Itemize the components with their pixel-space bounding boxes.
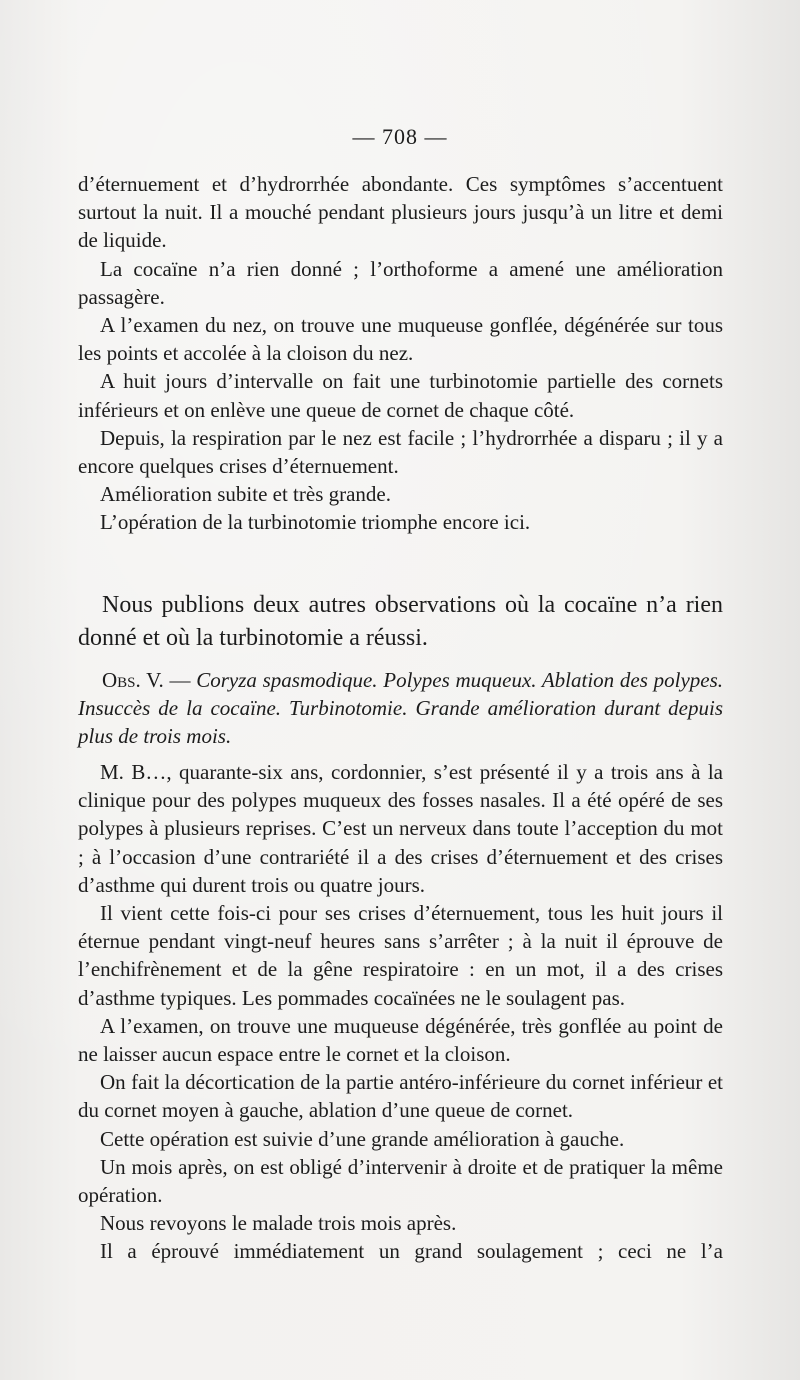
observation-title: Coryza spasmodique. Polypes muqueux. Ablation des polypes. Insuccès de la cocaïne. Turbinotomie. Grande amélioration durant depuis plus de trois mois.: [78, 668, 724, 749]
paragraph: Cette opération est suivie d’une grande amélioration à gauche.: [100, 1126, 625, 1151]
case-continuation: [78, 170, 723, 537]
observation-label: Obs. V.: [102, 668, 164, 692]
paragraph: A huit jours d’intervalle on fait une turbinotomie partielle des cornets inférieurs et on enlève une queue de cornet de chaque côté.: [78, 369, 723, 422]
paragraph: Il vient cette fois-ci pour ses crises d’éternuement, tous les huit jours il éternue pendant vingt-neuf heures sans s’arrêter ; à la nuit il éprouve de l’enchifrènement et de la gêne respiratoire : en un mot, il a des crises d’asthme typiques. Les pommades cocaïnées ne le soulagent pas.: [78, 901, 723, 1010]
paragraph: Nous revoyons le malade trois mois après.: [100, 1211, 457, 1236]
paragraph: Il a éprouvé immédiatement un grand soulagement ; ceci ne l’a: [100, 1239, 723, 1264]
paragraph: La cocaïne n’a rien donné ; l’orthoforme a amené une amélioration passagère.: [78, 256, 723, 309]
observation-dash: —: [163, 668, 197, 692]
paragraph: L’opération de la turbinotomie triomphe encore ici.: [100, 510, 531, 535]
observation-title-paragraph: [78, 666, 723, 751]
paragraph: On fait la décortication de la partie antéro-inférieure du cornet inférieur et du cornet moyen à gauche, ablation d’une queue de cornet.: [78, 1070, 723, 1123]
paragraph: Amélioration subite et très grande.: [100, 482, 391, 507]
paragraph: A l’examen, on trouve une muqueuse dégénérée, très gonflée au point de ne laisser aucun espace entre le cornet et la cloison.: [78, 1013, 723, 1067]
paragraph: Depuis, la respiration par le nez est facile ; l’hydrorrhée a disparu ; il y a encore quelques crises d’éternuement.: [78, 425, 723, 479]
page-number: — 708 —: [352, 124, 448, 149]
observation-body: [78, 758, 723, 1266]
section-intro: [78, 589, 723, 655]
intro-paragraph: Nous publions deux autres observations où la cocaïne n’a rien donné et où la turbinotomie a réussi.: [78, 592, 723, 651]
paragraph: d’éternuement et d’hydrorrhée abondante. Ces symptômes s’accentuent surtout la nuit. Il a mouché pendant plusieurs jours jusqu’à un litre et demi de liquide.: [78, 172, 723, 253]
paragraph: M. B…, quarante-six ans, cordonnier, s’est présenté il y a trois ans à la clinique pour des polypes muqueux des fosses nasales. Il a été opéré de ses polypes à plusieurs reprises. C’est un nerveux dans toute l’acception du mot ; à l’occasion d’une contrariété il a des crises d’éternuement et des crises d’asthme qui durent trois ou quatre jours.: [78, 760, 723, 897]
observation-heading: [78, 666, 723, 751]
paragraph: A l’examen du nez, on trouve une muqueuse gonflée, dégénérée sur tous les points et accolée à la cloison du nez.: [78, 313, 723, 366]
paragraph: Un mois après, on est obligé d’intervenir à droite et de pratiquer la même opération.: [78, 1154, 723, 1208]
